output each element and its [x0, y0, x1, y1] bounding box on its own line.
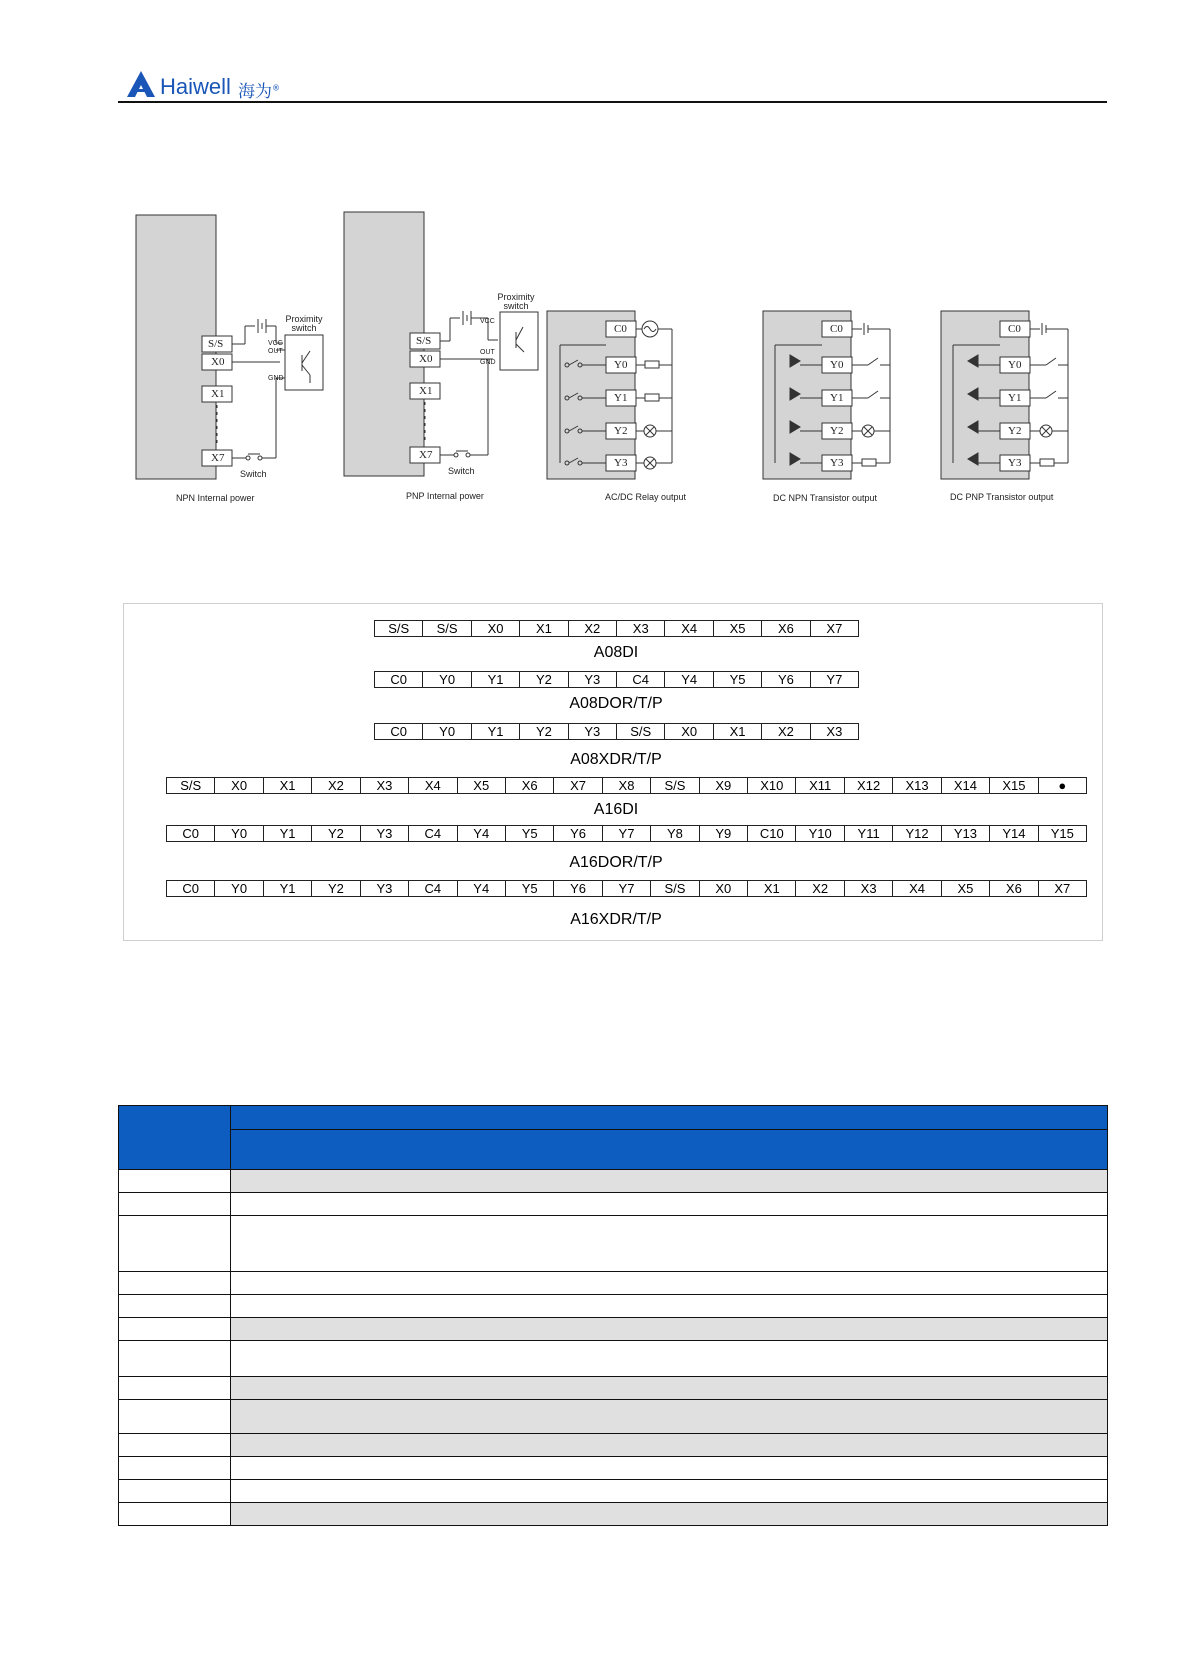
npn-out-caption: DC NPN Transistor output	[773, 493, 878, 503]
brand-name: Haiwell	[160, 74, 231, 99]
terminal-cell: Y4	[458, 881, 506, 896]
spec-row	[119, 1434, 1108, 1457]
terminal-cell: Y5	[506, 881, 554, 896]
terminal-cell: X7	[554, 778, 602, 793]
pnp-pin-vcc: VCC	[480, 318, 495, 325]
terminal-cell: X1	[714, 724, 762, 739]
terminal-cell: X5	[942, 881, 990, 896]
terminal-cell: X4	[409, 778, 457, 793]
terminal-cell: ●	[1058, 778, 1067, 793]
terminal-cell: Y0	[215, 881, 263, 896]
npn-caption: NPN Internal power	[176, 493, 255, 503]
terminal-cell: X13	[893, 778, 941, 793]
terminal-cell: C4	[409, 826, 457, 841]
spec-value-cell	[231, 1216, 1108, 1272]
pnp-pin-out: OUT	[480, 349, 495, 356]
relay-terminal-y1: Y1	[614, 392, 628, 404]
spec-body	[119, 1170, 1108, 1526]
terminal-cell: Y5	[714, 672, 762, 687]
npn-transistor-diagram	[763, 311, 890, 479]
spec-header-corner	[119, 1106, 231, 1170]
terminal-cell: X2	[569, 621, 617, 636]
spec-row	[119, 1480, 1108, 1503]
terminal-cell: C4	[409, 881, 457, 896]
terminal-cell: X9	[700, 778, 748, 793]
pnp-sensor-label: Proximity switch	[497, 292, 535, 311]
terminal-cell: C10	[748, 826, 796, 841]
spec-row	[119, 1216, 1108, 1272]
spec-row	[119, 1457, 1108, 1480]
terminal-cell: Y2	[520, 672, 568, 687]
spec-row	[119, 1170, 1108, 1193]
spec-row	[119, 1295, 1108, 1318]
spec-label-cell	[119, 1503, 231, 1526]
terminal-cell: X11	[796, 778, 844, 793]
terminal-cell: X15	[990, 778, 1038, 793]
terminal-cell: X2	[796, 881, 844, 896]
terminal-cell: Y14	[990, 826, 1038, 841]
relay-terminal-y2: Y2	[614, 425, 628, 437]
npn-out-terminal-y2: Y2	[830, 425, 844, 437]
spec-row	[119, 1193, 1108, 1216]
terminal-cell: X3	[826, 724, 843, 739]
terminal-cell: Y8	[651, 826, 699, 841]
spec-header-sub	[231, 1130, 1108, 1170]
spec-value-cell	[231, 1434, 1108, 1457]
spec-label-cell	[119, 1193, 231, 1216]
relay-terminal-y0: Y0	[614, 359, 628, 371]
terminal-cell: S/S	[167, 778, 215, 793]
terminal-cell: Y6	[554, 826, 602, 841]
spec-row	[119, 1400, 1108, 1434]
pnp-out-terminal-y0: Y0	[1008, 359, 1022, 371]
terminal-cell: X4	[893, 881, 941, 896]
terminal-cell: X2	[312, 778, 360, 793]
relay-terminal-c0: C0	[614, 323, 627, 335]
pnp-pin-gnd: GND	[480, 359, 496, 366]
spec-value-cell	[231, 1318, 1108, 1341]
npn-terminal-x0: X0	[211, 356, 225, 368]
terminal-cell: Y1	[264, 826, 312, 841]
model-label-a16di: A16DI	[593, 801, 639, 818]
pnp-switch-label: Switch	[448, 466, 475, 476]
terminal-cell: Y3	[361, 826, 409, 841]
terminal-cell: X4	[665, 621, 713, 636]
terminal-cell: Y7	[826, 672, 843, 687]
terminal-cell: Y7	[603, 826, 651, 841]
pnp-terminal-x1: X1	[419, 385, 433, 397]
spec-label-cell	[119, 1457, 231, 1480]
spec-row	[119, 1503, 1108, 1526]
terminal-cell: Y10	[796, 826, 844, 841]
pnp-terminal-ss: S/S	[416, 335, 432, 347]
terminal-cell: S/S	[375, 621, 423, 636]
terminal-layout-panel	[123, 603, 1103, 941]
relay-caption: AC/DC Relay output	[605, 492, 687, 502]
spec-label-cell	[119, 1272, 231, 1295]
spec-value-cell	[231, 1170, 1108, 1193]
terminal-cell: X3	[361, 778, 409, 793]
spec-label-cell	[119, 1434, 231, 1457]
terminal-cell: X0	[665, 724, 713, 739]
npn-terminal-x7: X7	[211, 452, 225, 464]
terminal-cell: X0	[472, 621, 520, 636]
npn-sensor-label: Proximity switch	[285, 314, 323, 333]
spec-row	[119, 1341, 1108, 1377]
terminal-cell: Y13	[942, 826, 990, 841]
terminal-cell: X6	[762, 621, 810, 636]
pnp-out-terminal-y2: Y2	[1008, 425, 1022, 437]
brand-name-cn: 海为®	[238, 82, 280, 102]
terminal-cell: Y5	[506, 826, 554, 841]
terminal-cell: Y3	[569, 724, 617, 739]
terminal-cell: X6	[506, 778, 554, 793]
spec-value-cell	[231, 1272, 1108, 1295]
terminal-cell: Y11	[845, 826, 893, 841]
spec-header-top	[231, 1106, 1108, 1130]
terminal-cell: Y0	[423, 672, 471, 687]
npn-out-terminal-y0: Y0	[830, 359, 844, 371]
terminal-cell: X7	[826, 621, 843, 636]
terminal-cell: X12	[845, 778, 893, 793]
pnp-caption: PNP Internal power	[406, 491, 484, 501]
terminal-cell: X1	[264, 778, 312, 793]
terminal-cell: Y2	[312, 826, 360, 841]
terminal-row-a08xdr	[374, 723, 859, 740]
spec-label-cell	[119, 1170, 231, 1193]
terminal-cell: C4	[617, 672, 665, 687]
terminal-row-a16di	[166, 777, 1087, 794]
terminal-cell: X2	[762, 724, 810, 739]
terminal-cell: X0	[700, 881, 748, 896]
model-label-a16dor: A16DOR/T/P	[569, 854, 663, 871]
header-divider	[118, 101, 1107, 103]
spec-table	[118, 1105, 1108, 1526]
relay-terminal-y3: Y3	[614, 457, 628, 469]
pnp-diagram	[344, 212, 538, 476]
npn-terminal-x1: X1	[211, 388, 225, 400]
wiring-svg	[120, 195, 1100, 520]
terminal-cell: X3	[617, 621, 665, 636]
npn-pin-vcc: VCC	[268, 340, 283, 347]
model-label-a08xdr: A08XDR/T/P	[570, 751, 662, 768]
terminal-cell: X1	[748, 881, 796, 896]
npn-out-terminal-c0: C0	[830, 323, 843, 335]
terminal-cell: X8	[603, 778, 651, 793]
pnp-out-terminal-c0: C0	[1008, 323, 1021, 335]
npn-pin-gnd: GND	[268, 375, 284, 382]
model-label-a16xdr: A16XDR/T/P	[570, 911, 662, 928]
spec-label-cell	[119, 1400, 231, 1434]
pnp-terminal-x7: X7	[419, 449, 433, 461]
terminal-cell: Y0	[423, 724, 471, 739]
terminal-cell: Y9	[700, 826, 748, 841]
pnp-out-caption: DC PNP Transistor output	[950, 492, 1054, 502]
spec-value-cell	[231, 1503, 1108, 1526]
terminal-row-a16dor	[166, 825, 1087, 842]
spec-header-row-1	[119, 1106, 1108, 1130]
pnp-out-terminal-y3: Y3	[1008, 457, 1022, 469]
terminal-cell: X1	[520, 621, 568, 636]
terminal-cell: Y4	[665, 672, 713, 687]
terminal-cell: Y12	[893, 826, 941, 841]
terminal-cell: Y2	[312, 881, 360, 896]
terminal-row-a08dor	[374, 671, 859, 688]
spec-value-cell	[231, 1480, 1108, 1503]
terminal-cell: C0	[375, 672, 423, 687]
pnp-transistor-diagram	[941, 311, 1068, 479]
model-label-a08di: A08DI	[593, 644, 639, 661]
spec-label-cell	[119, 1341, 231, 1377]
terminal-cell: Y7	[603, 881, 651, 896]
terminal-cell: Y0	[215, 826, 263, 841]
terminal-cell: Y15	[1050, 826, 1074, 841]
terminal-cell: C0	[167, 826, 215, 841]
spec-value-cell	[231, 1193, 1108, 1216]
terminal-cell: X14	[942, 778, 990, 793]
npn-out-terminal-y3: Y3	[830, 457, 844, 469]
terminal-cell: Y6	[762, 672, 810, 687]
spec-label-cell	[119, 1295, 231, 1318]
spec-label-cell	[119, 1480, 231, 1503]
model-label-a08dor: A08DOR/T/P	[569, 695, 663, 712]
terminal-cell: X6	[990, 881, 1038, 896]
terminal-cell: X10	[748, 778, 796, 793]
terminal-cell: Y6	[554, 881, 602, 896]
spec-label-cell	[119, 1377, 231, 1400]
terminal-cell: Y1	[472, 724, 520, 739]
npn-out-terminal-y1: Y1	[830, 392, 844, 404]
terminal-cell: X7	[1054, 881, 1071, 896]
terminal-cell: S/S	[651, 778, 699, 793]
pnp-terminal-x0: X0	[419, 353, 433, 365]
npn-switch-label: Switch	[240, 469, 267, 479]
relay-diagram	[547, 311, 672, 479]
terminal-cell: S/S	[423, 621, 471, 636]
terminal-cell: X3	[845, 881, 893, 896]
spec-label-cell	[119, 1318, 231, 1341]
spec-row	[119, 1318, 1108, 1341]
terminal-cell: Y3	[361, 881, 409, 896]
spec-value-cell	[231, 1457, 1108, 1480]
terminal-cell: Y3	[569, 672, 617, 687]
spec-label-cell	[119, 1216, 231, 1272]
npn-diagram	[136, 215, 323, 479]
spec-value-cell	[231, 1400, 1108, 1434]
wiring-diagrams	[120, 195, 1100, 520]
terminal-cell: S/S	[617, 724, 665, 739]
terminal-row-a16xdr	[166, 880, 1087, 897]
terminal-cell: X0	[215, 778, 263, 793]
terminal-row-a08di	[374, 620, 859, 637]
terminal-cell: X5	[714, 621, 762, 636]
npn-pin-out: OUT	[268, 348, 283, 355]
terminal-cell: X5	[458, 778, 506, 793]
terminal-cell: S/S	[651, 881, 699, 896]
pnp-out-terminal-y1: Y1	[1008, 392, 1022, 404]
terminal-cell: Y2	[520, 724, 568, 739]
terminal-cell: Y1	[264, 881, 312, 896]
spec-row	[119, 1377, 1108, 1400]
terminal-cell: C0	[375, 724, 423, 739]
spec-header-row-2	[119, 1130, 1108, 1170]
spec-value-cell	[231, 1295, 1108, 1318]
spec-value-cell	[231, 1341, 1108, 1377]
terminal-cell: C0	[167, 881, 215, 896]
terminal-cell: Y1	[472, 672, 520, 687]
spec-value-cell	[231, 1377, 1108, 1400]
npn-terminal-ss: S/S	[208, 338, 224, 350]
terminal-cell: Y4	[458, 826, 506, 841]
spec-row	[119, 1272, 1108, 1295]
